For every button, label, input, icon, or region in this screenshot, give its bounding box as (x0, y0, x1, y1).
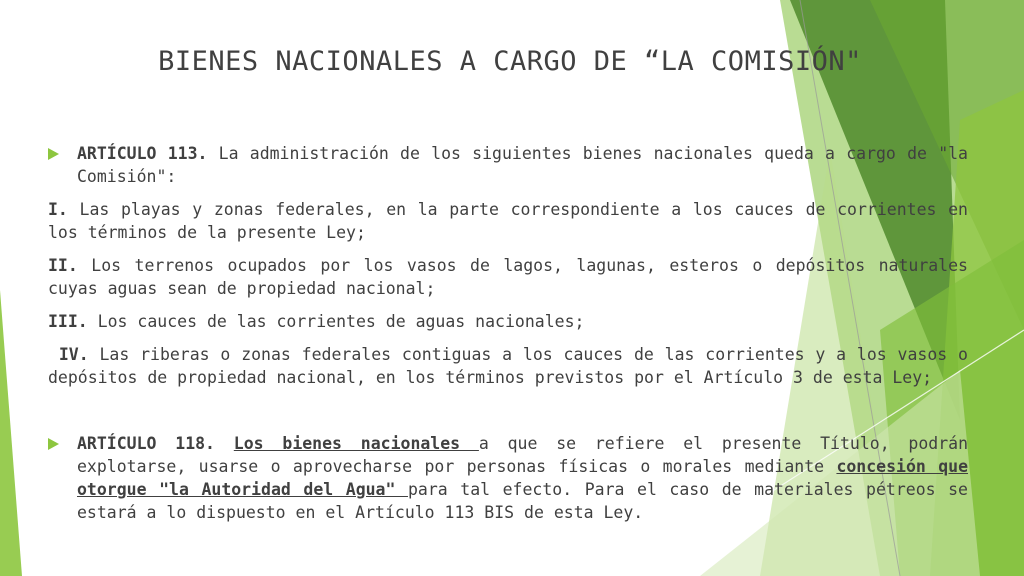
article-118-label: ARTÍCULO 118. (77, 434, 215, 453)
triangle-bullet-icon (48, 438, 59, 450)
list-item (48, 343, 968, 389)
item-text: Las playas y zonas federales, en la parte correspondiente a los cauces de corrientes en los términos de la presente Ley; (48, 200, 968, 242)
article-118-text-2: para tal efecto. Para el caso de materiales pétreos se estará a lo dispuesto en el Artículo 113 BIS de esta Ley. (77, 480, 968, 522)
list-item (48, 198, 968, 244)
slide-body (48, 142, 968, 534)
list-item (48, 254, 968, 300)
spacer (48, 399, 968, 432)
article-113-paragraph (48, 142, 968, 188)
item-text: Las riberas o zonas federales contiguas a los cauces de las corrientes y a los vasos o depósitos de propiedad nacional, en los términos previstos por el Artículo 3 de esta Ley; (48, 345, 968, 387)
item-number: IV. (48, 345, 89, 364)
item-text: Los cauces de las corrientes de aguas nacionales; (87, 312, 585, 331)
article-118-underlined-1: Los bienes nacionales (233, 434, 479, 453)
article-118-text-1: a que se refiere el presente Título, podrán explotarse, usarse o aprovecharse por personas físicas o morales mediante (77, 434, 969, 476)
list-item (48, 310, 968, 333)
item-number: III. (48, 312, 88, 331)
item-text: Los terrenos ocupados por los vasos de lagos, lagunas, esteros o depósitos naturales cuyas aguas sean de propiedad nacional; (48, 256, 968, 298)
slide-title: BIENES NACIONALES A CARGO DE “LA COMISIÓN" (158, 46, 862, 77)
item-number: II. (48, 256, 78, 275)
article-113-text: La administración de los siguientes bienes nacionales queda a cargo de "la Comisión": (77, 144, 968, 186)
triangle-bullet-icon (48, 148, 59, 160)
article-118-underlined-2: concesión que otorgue "la Autoridad del Agua" (77, 457, 969, 499)
article-113-label: ARTÍCULO 113. (77, 144, 208, 163)
item-number: I. (48, 200, 68, 219)
article-118-paragraph (48, 432, 968, 524)
